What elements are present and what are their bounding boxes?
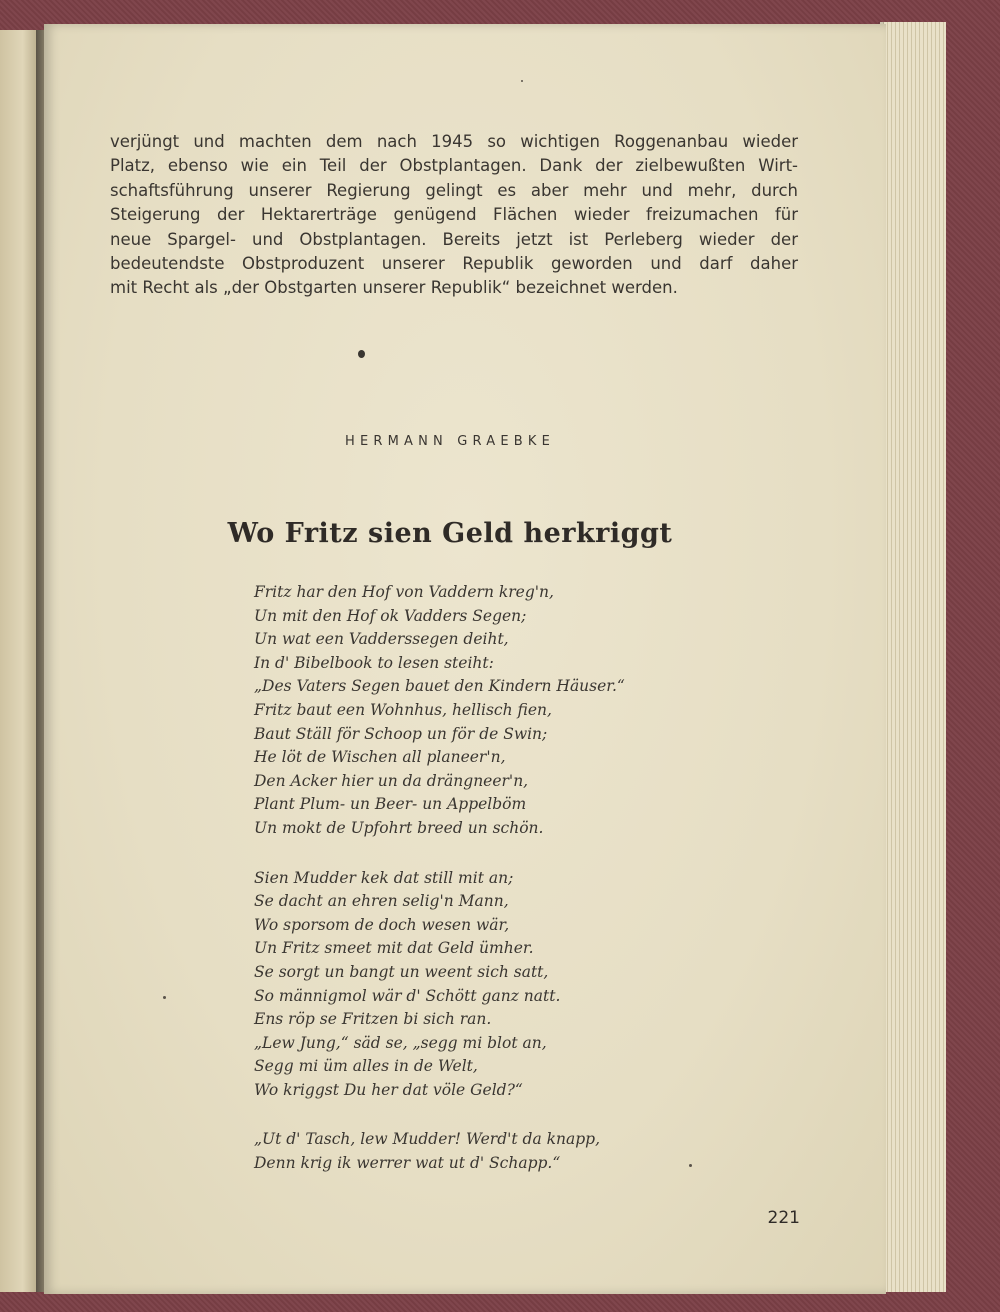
poem-line: In d' Bibelbook to lesen steiht: [254, 653, 494, 672]
poem-line: Se dacht an ehren selig'n Mann, [254, 892, 509, 911]
poem-line: Ens röp se Fritzen bi sich ran. [254, 1010, 492, 1029]
poem-stanza [254, 581, 794, 841]
poem-line: Wo kriggst Du her dat völe Geld?“ [254, 1080, 523, 1099]
prose-line: mit Recht als „der Obstgarten unserer Republik“ bezeichnet werden. [110, 278, 678, 298]
poem-line: Denn krig ik werrer wat ut d' Schapp.“ [254, 1154, 561, 1173]
prose-line: Platz, ebenso wie ein Teil der Obstplantagen. Dank der zielbewußten Wirt- [110, 156, 798, 176]
section-divider-dot [358, 350, 365, 358]
prose-line: verjüngt und machten dem nach 1945 so wichtigen Roggenanbau wieder [110, 132, 798, 151]
poem-line: „Lew Jung,“ säd se, „segg mi blot an, [254, 1033, 547, 1052]
poem-line: Den Acker hier un da drängneer'n, [254, 771, 529, 790]
poem-line: Baut Ställ för Schoop un för de Swin; [254, 724, 548, 743]
author-name: HERMANN GRAEBKE [344, 434, 556, 449]
poem-line: Fritz har den Hof von Vaddern kreg'n, [254, 583, 554, 601]
prose-line: neue Spargel- und Obstplantagen. Bereits jetzt ist Perleberg wieder der [110, 229, 798, 249]
paper-speck [521, 80, 523, 82]
poem-title: Wo Fritz sien Geld herkriggt [227, 518, 673, 549]
paper-speck [689, 1164, 692, 1167]
poem-line: „Ut d' Tasch, lew Mudder! Werd't da knapp, [254, 1130, 601, 1149]
poem-stanza [254, 867, 794, 1103]
poem-line: Un wat een Vadderssegen deiht, [254, 630, 509, 649]
poem-line: Sien Mudder kek dat still mit an; [254, 868, 514, 887]
paper-speck [163, 996, 166, 999]
poem-line: Plant Plum- un Beer- un Appelböm [254, 795, 527, 814]
facing-page-edge [0, 30, 38, 1292]
poem-stanza [254, 1128, 794, 1175]
poem-line: Se sorgt un bangt un weent sich satt, [254, 962, 549, 981]
poem-body [254, 581, 794, 1202]
poem-line: He löt de Wischen all planeer'n, [254, 748, 506, 767]
poem-line: Wo sporsom de doch wesen wär, [254, 915, 510, 934]
prose-paragraph [110, 130, 798, 301]
prose-line: Steigerung der Hektarerträge genügend Flächen wieder freizumachen für [110, 205, 798, 225]
poem-line: So männigmol wär d' Schött ganz natt. [254, 986, 561, 1005]
poem-line: Fritz baut een Wohnhus, hellisch fien, [254, 700, 552, 719]
poem-line: Un mokt de Upfohrt breed un schön. [254, 818, 544, 837]
poem-line: Un mit den Hof ok Vadders Segen; [254, 606, 527, 625]
poem-line: Segg mi üm alles in de Welt, [254, 1057, 478, 1076]
poem-line: „Des Vaters Segen bauet den Kindern Häuser.“ [254, 677, 625, 696]
prose-line: schaftsführung unserer Regierung gelingt es aber mehr und mehr, durch [110, 180, 798, 200]
page-stack-edge [880, 22, 946, 1292]
prose-line: bedeutendste Obstproduzent unserer Republik geworden und darf daher [110, 254, 798, 274]
poem-line: Un Fritz smeet mit dat Geld ümher. [254, 939, 534, 958]
page-number: 221 [767, 1208, 800, 1228]
